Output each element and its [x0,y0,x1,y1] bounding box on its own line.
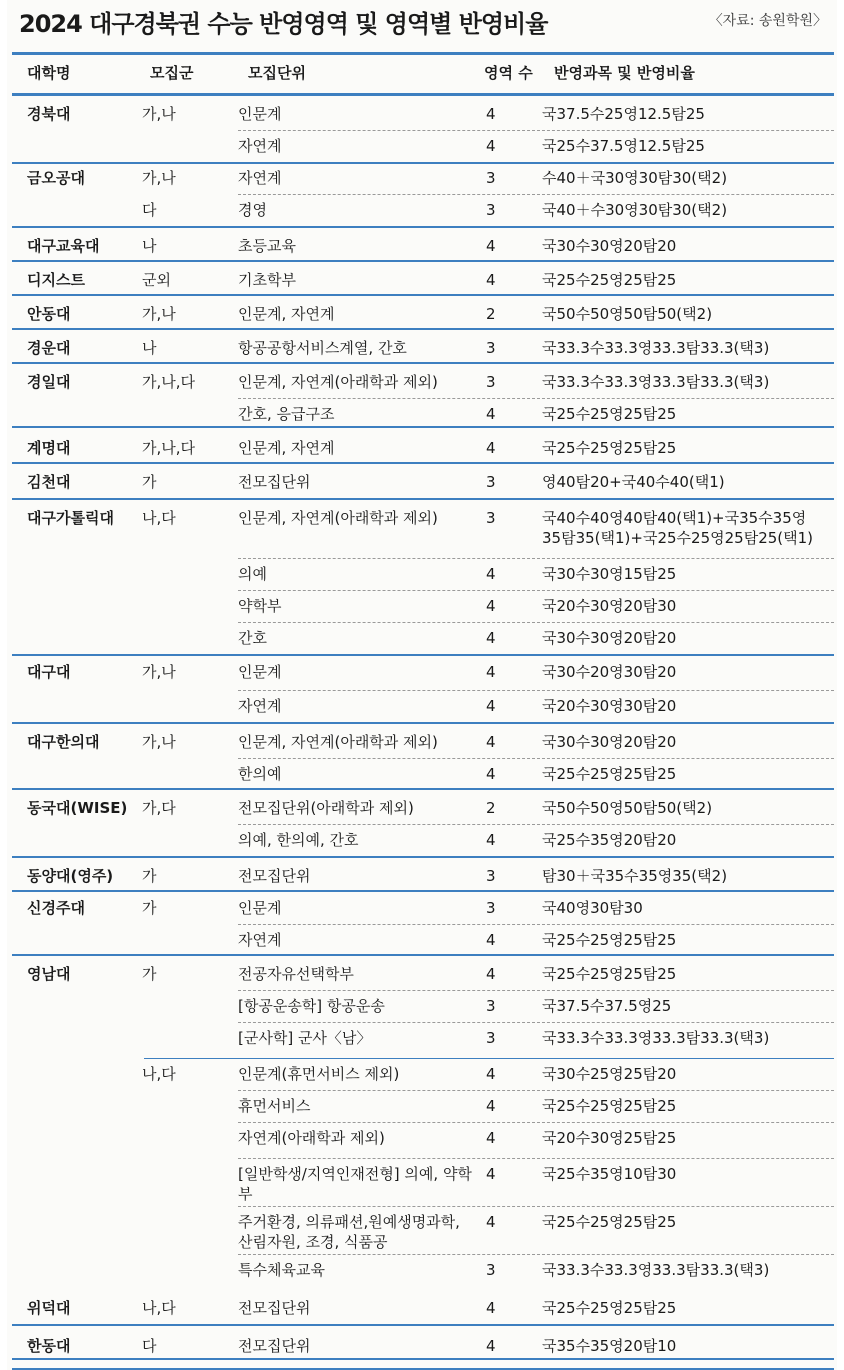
recruit-unit: 전모집단위 [238,473,311,491]
area-count: 4 [486,597,496,615]
recruit-unit: 자연계(아래학과 제외) [238,1129,385,1147]
ratio-text: 국25수25영25탐25 [542,271,677,289]
ratio-text: 국20수30영30탐20 [542,697,677,715]
recruit-group: 가,나,다 [142,373,196,391]
row-divider [238,194,834,195]
ratio-text: 국37.5수25영12.5탐25 [542,105,705,123]
recruit-unit: 경영 [238,201,267,219]
area-count: 3 [486,201,496,219]
ratio-text: 탐30＋국35수35영35(택2) [542,867,728,885]
university-name: 계명대 [27,439,71,457]
recruit-unit: 자연계 [238,137,282,155]
university-name: 신경주대 [27,899,85,917]
ratio-text: 국50수50영50탐50(택2) [542,305,713,323]
recruit-group: 가 [142,867,157,885]
source-note: 〈자료: 송원학원〉 [708,13,827,29]
recruit-group: 나,다 [142,1299,176,1317]
recruit-group: 가 [142,899,157,917]
recruit-group: 가,나 [142,169,176,187]
ratio-text: 수40＋국30영30탐30(택2) [542,169,728,187]
recruit-group: 나 [142,237,157,255]
ratio-text: 국30수20영30탐20 [542,663,677,681]
row-divider [238,990,834,991]
ratio-text: 국30수25영25탐20 [542,1065,677,1083]
recruit-unit: 전공자유선택학부 [238,965,354,983]
university-group [12,1360,834,1370]
row-divider [238,558,834,559]
area-count: 4 [486,663,496,681]
area-count: 4 [486,439,496,457]
recruit-unit: 주거환경, 의류패션,원예생명과학,산림자원, 조경, 식품공 [238,1213,460,1251]
recruit-group: 가,나,다 [142,439,196,457]
recruit-unit: 인문계, 자연계 [238,305,335,323]
ratio-text: 국25수35영20탐20 [542,831,677,849]
ratio-text: 국40수40영40탐40(택1)+국35수35영35탐35(택1)+국25수25영25탐25(택1) [542,509,814,547]
ratio-text: 국25수25영25탐25 [542,439,677,457]
area-count: 4 [486,405,496,423]
row-divider [238,1254,834,1255]
area-count: 2 [486,305,496,323]
recruit-group: 군외 [142,271,171,289]
area-count: 3 [486,373,496,391]
ratio-text: 국25수25영25탐25 [542,1213,677,1231]
university-name: 동양대(영주) [27,867,114,885]
university-name: 대구한의대 [27,733,100,751]
recruit-group: 나,다 [142,509,176,527]
ratio-text: 국37.5수37.5영25 [542,997,672,1015]
ratio-text: 국25수25영25탐25 [542,1097,677,1115]
ratio-text: 국30수30영15탐25 [542,565,677,583]
recruit-group: 가,나 [142,305,176,323]
ratio-text: 국25수37.5영12.5탐25 [542,137,705,155]
ratio-text: 국33.3수33.3영33.3탐33.3(택3) [542,1261,770,1279]
recruit-group: 나 [142,339,157,357]
ratio-text: 국25수25영25탐25 [542,965,677,983]
university-name: 대구가톨릭대 [27,509,114,527]
recruit-unit: 전모집단위(아래학과 제외) [238,799,414,817]
university-name: 안동대 [27,305,71,323]
area-count: 4 [486,1299,496,1317]
recruit-unit: 초등교육 [238,237,296,255]
recruit-unit: 휴먼서비스 [238,1097,311,1115]
recruit-unit: 인문계, 자연계 [238,439,335,457]
area-count: 4 [486,1337,496,1355]
recruit-group: 가,다 [142,799,176,817]
row-divider [238,622,834,623]
university-name: 경일대 [27,373,71,391]
row-divider [238,1090,834,1091]
recruit-unit: 자연계 [238,169,282,187]
header-unit: 모집단위 [248,64,306,82]
recruit-group: 다 [142,201,157,219]
recruit-unit: 의예, 한의예, 간호 [238,831,359,849]
table-body [12,90,834,1370]
area-count: 3 [486,997,496,1015]
recruit-unit: 항공공항서비스계열, 간호 [238,339,407,357]
row-divider [238,758,834,759]
ratio-text: 국40영30탐30 [542,899,643,917]
row-divider [238,398,834,399]
recruit-group: 가,나 [142,733,176,751]
area-count: 2 [486,799,496,817]
university-name: 김천대 [27,473,71,491]
recruit-unit: 특수체육교육 [238,1261,325,1279]
recruit-group: 가,나 [142,663,176,681]
ratio-text: 국35수35영20탐10 [542,1337,677,1355]
recruit-unit: 인문계 [238,899,282,917]
area-count: 3 [486,473,496,491]
recruit-group: 다 [142,1337,157,1355]
area-count: 4 [486,1165,496,1183]
area-count: 4 [486,565,496,583]
area-count: 4 [486,733,496,751]
university-name: 대구대 [27,663,71,681]
recruit-unit: 전모집단위 [238,867,311,885]
ratio-text: 국33.3수33.3영33.3탐33.3(택3) [542,373,770,391]
area-count: 3 [486,867,496,885]
area-count: 4 [486,1065,496,1083]
ratio-text: 국25수25영25탐25 [542,1299,677,1317]
recruit-unit: 인문계, 자연계(아래학과 제외) [238,509,438,527]
ratio-text: 국33.3수33.3영33.3탐33.3(택3) [542,339,770,357]
recruit-unit: 인문계, 자연계(아래학과 제외) [238,373,438,391]
area-count: 3 [486,899,496,917]
ratio-text: 국40＋수30영30탐30(택2) [542,201,728,219]
recruit-unit: 약학부 [238,597,282,615]
recruit-group: 가 [142,965,157,983]
ratio-text: 국25수35영10탐30 [542,1165,677,1183]
recruit-unit: 간호 [238,629,267,647]
recruit-unit: 자연계 [238,697,282,715]
recruit-unit: 인문계 [238,663,282,681]
row-divider [238,1022,834,1023]
area-count: 3 [486,339,496,357]
header-group: 모집군 [150,64,194,82]
recruit-group: 가 [142,473,157,491]
subgroup-divider [144,1058,834,1059]
area-count: 3 [486,1029,496,1047]
ratio-text: 국20수30영20탐30 [542,597,677,615]
ratio-text: 국25수25영25탐25 [542,405,677,423]
row-divider [238,1206,834,1207]
ratio-text: 국50수50영50탐50(택2) [542,799,713,817]
area-count: 4 [486,831,496,849]
header-ratio: 반영과목 및 반영비율 [554,64,695,82]
recruit-unit: 기초학부 [238,271,296,289]
row-divider [238,924,834,925]
page-title: 2024 대구경북권 수능 반영영역 및 영역별 반영비율 [19,10,548,38]
area-count: 4 [486,629,496,647]
area-count: 3 [486,1261,496,1279]
university-name: 디지스트 [27,271,85,289]
header-university: 대학명 [27,64,71,82]
university-name: 한동대 [27,1337,71,1355]
area-count: 4 [486,765,496,783]
ratio-text: 국30수30영20탐20 [542,629,677,647]
university-name: 경운대 [27,339,71,357]
university-name: 경북대 [27,105,71,123]
university-name: 금오공대 [27,169,85,187]
header-count: 영역 수 [484,64,533,82]
ratio-text: 국20수30영25탐25 [542,1129,677,1147]
ratio-text: 영40탐20+국40수40(택1) [542,473,725,491]
university-name: 동국대(WISE) [27,799,128,817]
recruit-unit: 인문계(휴먼서비스 제외) [238,1065,400,1083]
area-count: 4 [486,697,496,715]
area-count: 4 [486,237,496,255]
recruit-unit: 전모집단위 [238,1337,311,1355]
area-count: 4 [486,105,496,123]
university-name: 영남대 [27,965,71,983]
recruit-unit: 인문계, 자연계(아래학과 제외) [238,733,438,751]
area-count: 4 [486,1129,496,1147]
area-count: 3 [486,169,496,187]
university-name: 대구교육대 [27,237,100,255]
area-count: 4 [486,965,496,983]
recruit-unit: 의예 [238,565,267,583]
row-divider [238,824,834,825]
area-count: 4 [486,1213,496,1231]
recruit-unit: 전모집단위 [238,1299,311,1317]
recruit-unit: [항공운송학] 항공운송 [238,997,385,1015]
area-count: 4 [486,271,496,289]
ratio-text: 국30수30영20탐20 [542,237,677,255]
ratio-text: 국30수30영20탐20 [542,733,677,751]
ratio-text: 국25수25영25탐25 [542,765,677,783]
recruit-unit: [군사학] 군사〈남〉 [238,1029,372,1047]
ratio-text: 국25수25영25탐25 [542,931,677,949]
row-divider [238,1122,834,1123]
university-name: 위덕대 [27,1299,71,1317]
area-count: 4 [486,1097,496,1115]
area-count: 3 [486,509,496,527]
area-count: 4 [486,137,496,155]
row-divider [238,1158,834,1159]
recruit-unit: 간호, 응급구조 [238,405,335,423]
recruit-unit: 자연계 [238,931,282,949]
sheet [7,0,837,1370]
recruit-group: 가,나 [142,105,176,123]
recruit-unit: 한의예 [238,765,282,783]
recruit-group: 나,다 [142,1065,176,1083]
row-divider [238,690,834,691]
recruit-unit: [일반학생/지역인재전형] 의예, 약학부 [238,1165,472,1203]
ratio-text: 국33.3수33.3영33.3탐33.3(택3) [542,1029,770,1047]
row-divider [238,590,834,591]
recruit-unit: 인문계 [238,105,282,123]
area-count: 4 [486,931,496,949]
row-divider [238,130,834,131]
